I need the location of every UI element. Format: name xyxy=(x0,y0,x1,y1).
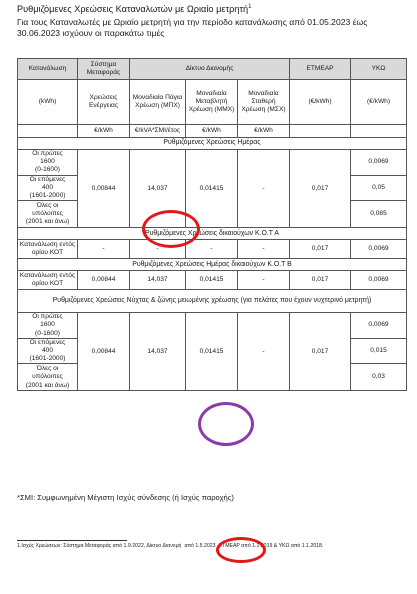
kot-b-transmission: 0,00844 xyxy=(78,271,130,290)
page-title-text: Ρυθμιζόμενες Χρεώσεις Καταναλωτών με Ωριαίο μετρητή xyxy=(17,4,249,15)
tier-label: Οι επόμενες xyxy=(29,338,66,346)
footnote-part-1: 1.Ισχύς Χρεώσεων: Σύστημα Μεταφοράς από 1.9.2022, Δίκτυο Διανομή xyxy=(17,543,182,549)
unit-variable-charge-label: Μοναδιαία Μεταβλητή Χρέωση (ΜΜΧ) xyxy=(186,80,238,125)
kot-b-stable: - xyxy=(238,271,290,290)
variable-charge-unit: €/kWh xyxy=(186,125,238,138)
section-row xyxy=(18,290,407,313)
day-etmear: 0,017 xyxy=(290,150,351,228)
footnote-divider xyxy=(17,540,127,541)
unit-row xyxy=(18,125,407,138)
kot-a-fixed: - xyxy=(130,240,186,259)
night-yko-1: 0,0069 xyxy=(351,313,407,339)
unit-fixed-charge-label: Μοναδιαία Πάγια Χρέωση (ΜΠΧ) xyxy=(130,80,186,125)
tier-next xyxy=(18,338,78,364)
day-variable: 0,01415 xyxy=(186,150,238,228)
tier-first xyxy=(18,313,78,339)
transmission-unit: €/kWh xyxy=(78,125,130,138)
kot-a-variable: - xyxy=(186,240,238,259)
tier-label: Όλες οι xyxy=(36,201,59,209)
purple-highlight-circle xyxy=(198,402,254,446)
kot-b-fixed: 14,037 xyxy=(130,271,186,290)
night-stable: - xyxy=(238,313,290,391)
tier-amount: 1600 xyxy=(40,321,55,329)
unit-stable-charge-label: Μοναδιαία Σταθερή Χρέωση (ΜΣΧ) xyxy=(238,80,290,125)
tier-label: Οι επόμενες xyxy=(29,175,66,183)
kot-b-consumption: Κατανάλωση εντός ορίου ΚΟΤ xyxy=(18,271,78,290)
night-transmission: 0,00844 xyxy=(78,313,130,391)
tier-range: (2001 και άνω) xyxy=(25,381,70,389)
table-row xyxy=(18,271,407,290)
subheader-row xyxy=(18,80,407,125)
footnote-part-2: ΕΤΜΕΑΡ από 1.1.2019 & ΥΚΩ από 1.1.2018. xyxy=(218,543,324,549)
footnote xyxy=(17,543,323,549)
tier-range: (0-1600) xyxy=(35,166,60,174)
header-transmission: Σύστημα Μεταφοράς xyxy=(78,59,130,80)
tier-amount: 400 xyxy=(41,183,53,191)
section-day: Ρυθμιζόμενες Χρεώσεις Ημέρας xyxy=(18,138,407,150)
day-yko-1: 0,0069 xyxy=(351,150,407,176)
tier-amount: 1600 xyxy=(40,158,55,166)
tier-range: (2001 και άνω) xyxy=(25,218,70,226)
footnote-date: από 1.5.2023 xyxy=(181,543,218,549)
tier-range: (1601-2000) xyxy=(29,355,66,363)
smi-note: *ΣΜΙ: Συμφωνημένη Μέγιστη Ισχύς σύνδεσης (ή Ισχύς παροχής) xyxy=(17,493,234,502)
rates-table xyxy=(17,58,407,391)
tier-label: Οι πρώτες xyxy=(32,150,63,157)
tier-first xyxy=(18,150,78,176)
tier-label-2: υπόλοιπες xyxy=(32,373,63,381)
night-etmear: 0,017 xyxy=(290,313,351,391)
table-row xyxy=(18,150,407,176)
tier-label-2: υπόλοιπες xyxy=(32,210,63,218)
unit-empty xyxy=(290,125,351,138)
tier-rest xyxy=(18,364,78,391)
header-etmear: ΕΤΜΕΑΡ xyxy=(290,59,351,80)
kot-a-yko: 0,0069 xyxy=(351,240,407,259)
consumption-unit: (kWh) xyxy=(18,80,78,125)
section-row xyxy=(18,138,407,150)
header-row xyxy=(18,59,407,80)
section-kot-b: Ρυθμιζόμενες Χρεώσεις Ημέρας δικαιούχων Κ.Ο.Τ Β xyxy=(18,259,407,271)
fixed-charge-unit: €/kVA*ΣΜΙ/έτος xyxy=(130,125,186,138)
day-fixed: 14,037 xyxy=(130,150,186,228)
kot-a-consumption: Κατανάλωση εντός ορίου ΚΟΤ xyxy=(18,240,78,259)
page-subtitle: Για τους Καταναλωτές με Ωριαίο μετρητή για την περίοδο κατανάλωσης από 01.05.2023 έως 30.06.2023 ισχύουν οι παρακάτω τιμές xyxy=(17,17,368,38)
unit-empty xyxy=(18,125,78,138)
night-yko-3: 0,03 xyxy=(351,364,407,391)
footnote-marker: 1 xyxy=(248,4,252,10)
kot-a-transmission: - xyxy=(78,240,130,259)
section-night: Ρυθμιζόμενες Χρεώσεις Νύχτας & ζώνης μειωμένης χρέωσης (για πελάτες που έχουν νυχτερινό μετρητή) xyxy=(18,290,407,313)
tier-range: (1601-2000) xyxy=(29,192,66,200)
table-row xyxy=(18,313,407,339)
header-distribution: Δίκτυο Διανομής xyxy=(130,59,290,80)
night-fixed: 14,037 xyxy=(130,313,186,391)
day-yko-3: 0,085 xyxy=(351,201,407,228)
tier-range: (0-1600) xyxy=(35,329,60,337)
tier-next xyxy=(18,175,78,201)
header-consumption: Κατανάλωση xyxy=(18,59,78,80)
energy-charges-label: Χρεώσεις Ενέργειας xyxy=(78,80,130,125)
unit-empty xyxy=(351,125,407,138)
section-row xyxy=(18,228,407,240)
kot-a-stable: - xyxy=(238,240,290,259)
night-variable: 0,01415 xyxy=(186,313,238,391)
kot-a-etmear: 0,017 xyxy=(290,240,351,259)
tier-rest xyxy=(18,201,78,228)
kot-b-variable: 0,01415 xyxy=(186,271,238,290)
kot-b-etmear: 0,017 xyxy=(290,271,351,290)
stable-charge-unit: €/kWh xyxy=(238,125,290,138)
page-title xyxy=(17,4,252,14)
header-yko: ΥΚΩ xyxy=(351,59,407,80)
section-kot-a: Ρυθμιζόμενες Χρεώσεις δικαιούχων Κ.Ο.Τ Α xyxy=(18,228,407,240)
day-stable: - xyxy=(238,150,290,228)
tier-amount: 400 xyxy=(41,347,53,355)
yko-unit: (€/kWh) xyxy=(351,80,407,125)
tier-label: Όλες οι xyxy=(36,365,59,373)
kot-b-yko: 0,0069 xyxy=(351,271,407,290)
night-yko-2: 0,015 xyxy=(351,338,407,364)
table-row xyxy=(18,240,407,259)
etmear-unit: (€/kWh) xyxy=(290,80,351,125)
day-transmission: 0,00844 xyxy=(78,150,130,228)
day-yko-2: 0,05 xyxy=(351,175,407,201)
red-highlight-circle xyxy=(216,537,266,563)
section-row xyxy=(18,259,407,271)
tier-label: Οι πρώτες xyxy=(32,313,63,321)
